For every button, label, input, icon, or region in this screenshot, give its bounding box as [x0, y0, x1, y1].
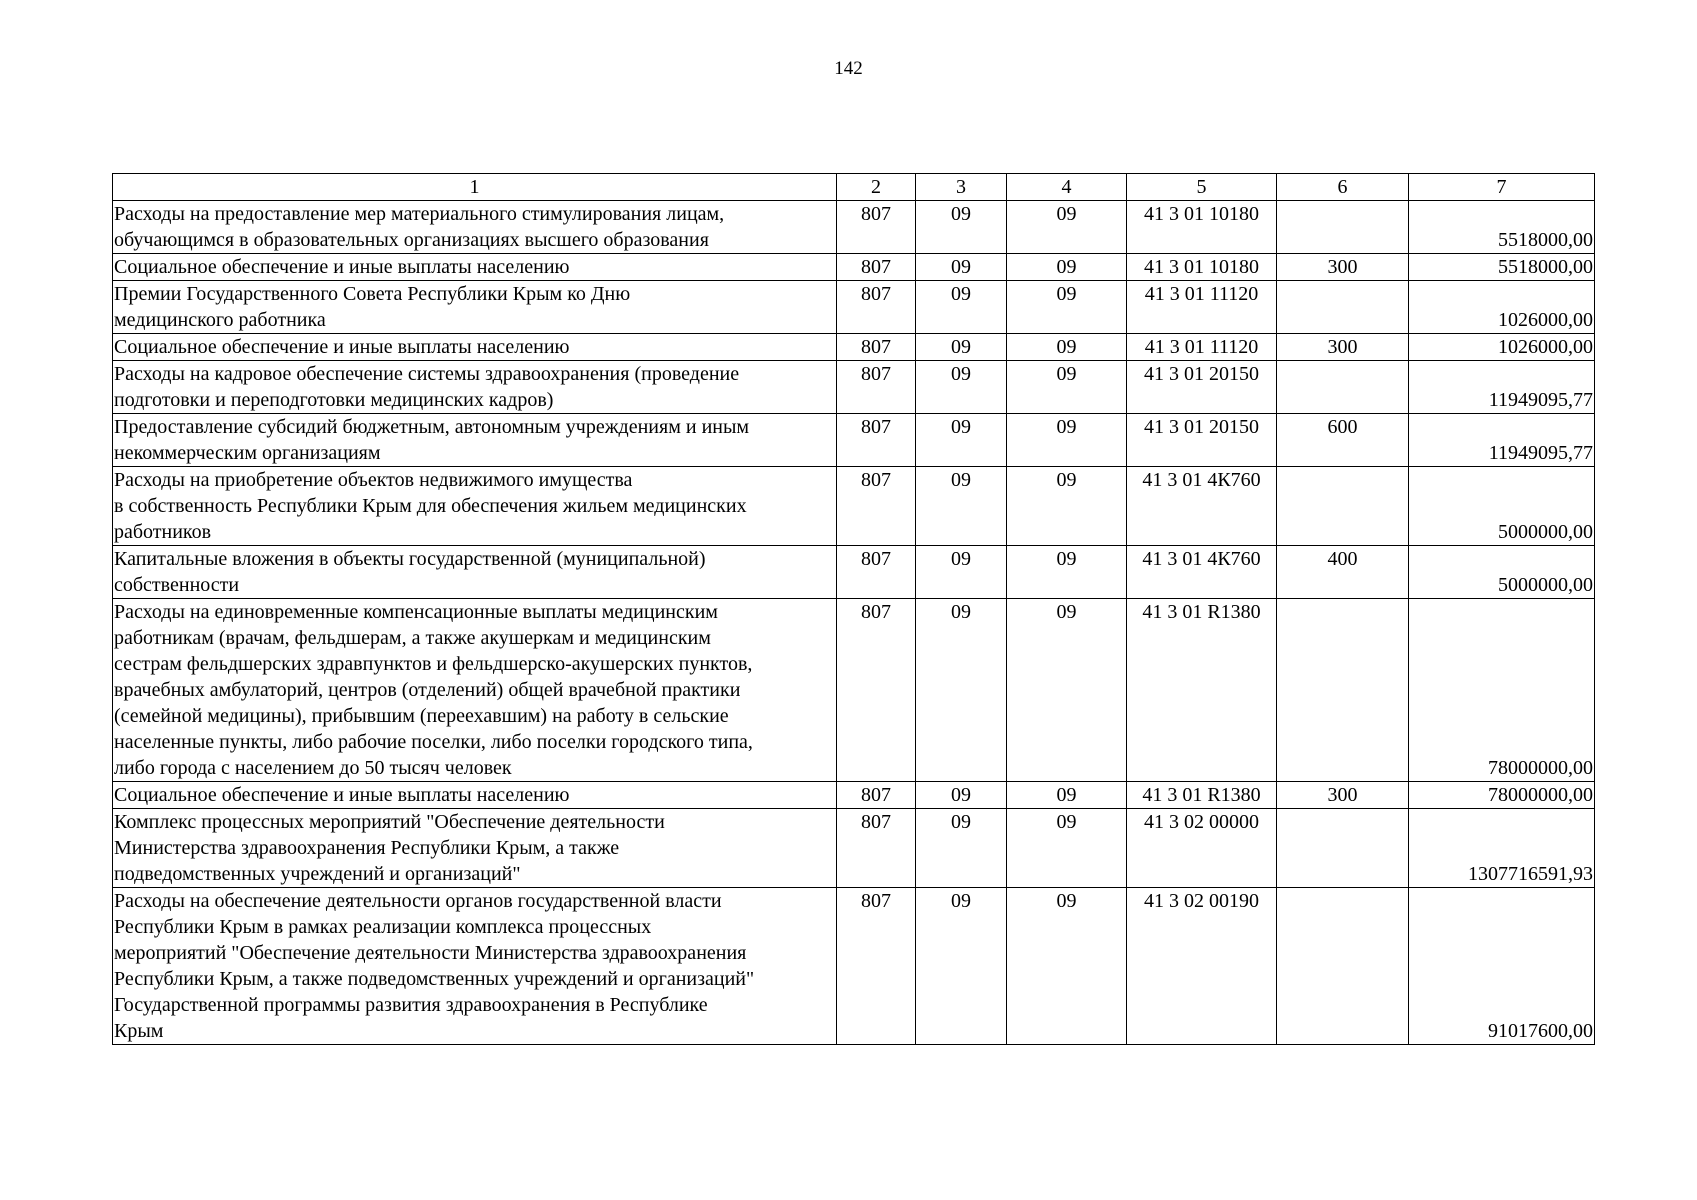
expense-type-cell: 400 — [1277, 546, 1409, 599]
header-cell: 1 — [113, 174, 837, 201]
item-name-cell — [113, 599, 837, 782]
ministry-code-cell: 807 — [837, 546, 916, 599]
item-name-cell — [113, 254, 837, 281]
section-code-cell: 09 — [916, 254, 1007, 281]
item-name-line: Расходы на обеспечение деятельности органов государственной власти — [114, 890, 722, 912]
item-name-line: Государственной программы развития здравоохранения в Республике — [114, 994, 708, 1016]
ministry-code-cell: 807 — [837, 599, 916, 782]
table-row — [113, 467, 1595, 546]
table-body — [113, 174, 1595, 1045]
target-article-cell: 41 3 02 00190 — [1127, 888, 1277, 1045]
subsection-code-cell: 09 — [1007, 281, 1127, 334]
amount-cell: 5000000,00 — [1409, 467, 1595, 546]
header-cell: 6 — [1277, 174, 1409, 201]
table-row — [113, 782, 1595, 809]
amount-cell: 78000000,00 — [1409, 599, 1595, 782]
expense-type-cell — [1277, 281, 1409, 334]
header-cell: 2 — [837, 174, 916, 201]
target-article-cell: 41 3 01 R1380 — [1127, 599, 1277, 782]
expense-type-cell — [1277, 201, 1409, 254]
item-name-line: подведомственных учреждений и организаций" — [114, 863, 521, 885]
item-name-cell — [113, 888, 837, 1045]
section-code-cell: 09 — [916, 414, 1007, 467]
target-article-cell: 41 3 01 20150 — [1127, 361, 1277, 414]
ministry-code-cell: 807 — [837, 201, 916, 254]
expense-type-cell — [1277, 467, 1409, 546]
item-name-line: (семейной медицины), прибывшим (переехавшим) на работу в сельские — [114, 705, 729, 727]
amount-cell: 91017600,00 — [1409, 888, 1595, 1045]
header-row — [113, 174, 1595, 201]
item-name-line: населенные пункты, либо рабочие поселки, либо поселки городского типа, — [114, 731, 753, 753]
item-name-line: Расходы на кадровое обеспечение системы здравоохранения (проведение — [114, 363, 740, 385]
expense-type-cell — [1277, 361, 1409, 414]
section-code-cell: 09 — [916, 361, 1007, 414]
item-name-line: Комплекс процессных мероприятий "Обеспечение деятельности — [114, 811, 665, 833]
item-name-cell — [113, 201, 837, 254]
section-code-cell: 09 — [916, 281, 1007, 334]
table-row — [113, 201, 1595, 254]
item-name-cell — [113, 281, 837, 334]
item-name-cell — [113, 467, 837, 546]
target-article-cell: 41 3 01 10180 — [1127, 254, 1277, 281]
item-name-line: подготовки и переподготовки медицинских кадров) — [114, 389, 554, 411]
item-name-cell — [113, 361, 837, 414]
ministry-code-cell: 807 — [837, 361, 916, 414]
amount-cell: 5000000,00 — [1409, 546, 1595, 599]
section-code-cell: 09 — [916, 334, 1007, 361]
subsection-code-cell: 09 — [1007, 782, 1127, 809]
ministry-code-cell: 807 — [837, 254, 916, 281]
item-name-line: сестрам фельдшерских здравпунктов и фельдшерско-акушерских пунктов, — [114, 653, 753, 675]
amount-cell: 1026000,00 — [1409, 334, 1595, 361]
item-name-cell — [113, 546, 837, 599]
table-row — [113, 361, 1595, 414]
item-name-line: медицинского работника — [114, 309, 326, 331]
item-name-line: врачебных амбулаторий, центров (отделений) общей врачебной практики — [114, 679, 741, 701]
table-row — [113, 599, 1595, 782]
target-article-cell: 41 3 01 20150 — [1127, 414, 1277, 467]
ministry-code-cell: 807 — [837, 467, 916, 546]
item-name-line: Социальное обеспечение и иные выплаты населению — [114, 256, 570, 278]
amount-cell: 1026000,00 — [1409, 281, 1595, 334]
amount-cell: 5518000,00 — [1409, 201, 1595, 254]
expense-type-cell: 300 — [1277, 782, 1409, 809]
item-name-cell — [113, 809, 837, 888]
header-cell: 3 — [916, 174, 1007, 201]
item-name-line: Крым — [114, 1020, 164, 1042]
item-name-cell — [113, 414, 837, 467]
subsection-code-cell: 09 — [1007, 334, 1127, 361]
section-code-cell: 09 — [916, 888, 1007, 1045]
item-name-line: Расходы на приобретение объектов недвижимого имущества — [114, 469, 633, 491]
expense-type-cell — [1277, 888, 1409, 1045]
section-code-cell: 09 — [916, 809, 1007, 888]
table-row — [113, 254, 1595, 281]
subsection-code-cell: 09 — [1007, 599, 1127, 782]
item-name-line: мероприятий "Обеспечение деятельности Министерства здравоохранения — [114, 942, 747, 964]
ministry-code-cell: 807 — [837, 281, 916, 334]
ministry-code-cell: 807 — [837, 414, 916, 467]
item-name-cell — [113, 782, 837, 809]
item-name-line: некоммерческим организациям — [114, 442, 381, 464]
budget-table — [112, 173, 1595, 1045]
section-code-cell: 09 — [916, 546, 1007, 599]
header-cell: 5 — [1127, 174, 1277, 201]
header-cell: 7 — [1409, 174, 1595, 201]
item-name-line: Премии Государственного Совета Республики Крым ко Дню — [114, 283, 631, 305]
expense-type-cell: 300 — [1277, 254, 1409, 281]
table-row — [113, 414, 1595, 467]
item-name-line: Предоставление субсидий бюджетным, автономным учреждениям и иным — [114, 416, 750, 438]
section-code-cell: 09 — [916, 467, 1007, 546]
table-row — [113, 546, 1595, 599]
item-name-line: Министерства здравоохранения Республики Крым, а также — [114, 837, 620, 859]
table-row — [113, 281, 1595, 334]
item-name-line: в собственность Республики Крым для обеспечения жильем медицинских — [114, 495, 747, 517]
subsection-code-cell: 09 — [1007, 361, 1127, 414]
ministry-code-cell: 807 — [837, 809, 916, 888]
item-name-line: Республики Крым в рамках реализации комплекса процессных — [114, 916, 652, 938]
section-code-cell: 09 — [916, 782, 1007, 809]
subsection-code-cell: 09 — [1007, 467, 1127, 546]
page-number: 142 — [834, 58, 863, 79]
item-name-line: Капитальные вложения в объекты государственной (муниципальной) — [114, 548, 706, 570]
target-article-cell: 41 3 02 00000 — [1127, 809, 1277, 888]
amount-cell: 78000000,00 — [1409, 782, 1595, 809]
amount-cell: 11949095,77 — [1409, 414, 1595, 467]
target-article-cell: 41 3 01 4К760 — [1127, 546, 1277, 599]
subsection-code-cell: 09 — [1007, 201, 1127, 254]
ministry-code-cell: 807 — [837, 334, 916, 361]
table-row — [113, 334, 1595, 361]
item-name-line: Расходы на предоставление мер материального стимулирования лицам, — [114, 203, 725, 225]
target-article-cell: 41 3 01 R1380 — [1127, 782, 1277, 809]
header-cell: 4 — [1007, 174, 1127, 201]
subsection-code-cell: 09 — [1007, 546, 1127, 599]
amount-cell: 5518000,00 — [1409, 254, 1595, 281]
item-name-line: либо города с населением до 50 тысяч человек — [114, 757, 512, 779]
subsection-code-cell: 09 — [1007, 888, 1127, 1045]
item-name-line: собственности — [114, 574, 240, 596]
item-name-line: Социальное обеспечение и иные выплаты населению — [114, 336, 570, 358]
amount-cell: 11949095,77 — [1409, 361, 1595, 414]
item-name-line: Расходы на единовременные компенсационные выплаты медицинским — [114, 601, 718, 623]
expense-type-cell — [1277, 809, 1409, 888]
ministry-code-cell: 807 — [837, 888, 916, 1045]
item-name-line: обучающимся в образовательных организациях высшего образования — [114, 229, 709, 251]
expense-type-cell: 300 — [1277, 334, 1409, 361]
ministry-code-cell: 807 — [837, 782, 916, 809]
item-name-line: Республики Крым, а также подведомственных учреждений и организаций" — [114, 968, 755, 990]
target-article-cell: 41 3 01 10180 — [1127, 201, 1277, 254]
target-article-cell: 41 3 01 11120 — [1127, 334, 1277, 361]
item-name-line: работникам (врачам, фельдшерам, а также акушеркам и медицинским — [114, 627, 711, 649]
expense-type-cell — [1277, 599, 1409, 782]
item-name-line: Социальное обеспечение и иные выплаты населению — [114, 784, 570, 806]
target-article-cell: 41 3 01 4К760 — [1127, 467, 1277, 546]
item-name-cell — [113, 334, 837, 361]
amount-cell: 1307716591,93 — [1409, 809, 1595, 888]
section-code-cell: 09 — [916, 201, 1007, 254]
subsection-code-cell: 09 — [1007, 254, 1127, 281]
subsection-code-cell: 09 — [1007, 809, 1127, 888]
section-code-cell: 09 — [916, 599, 1007, 782]
subsection-code-cell: 09 — [1007, 414, 1127, 467]
expense-type-cell: 600 — [1277, 414, 1409, 467]
table-row — [113, 809, 1595, 888]
item-name-line: работников — [114, 521, 212, 543]
table-row — [113, 888, 1595, 1045]
target-article-cell: 41 3 01 11120 — [1127, 281, 1277, 334]
